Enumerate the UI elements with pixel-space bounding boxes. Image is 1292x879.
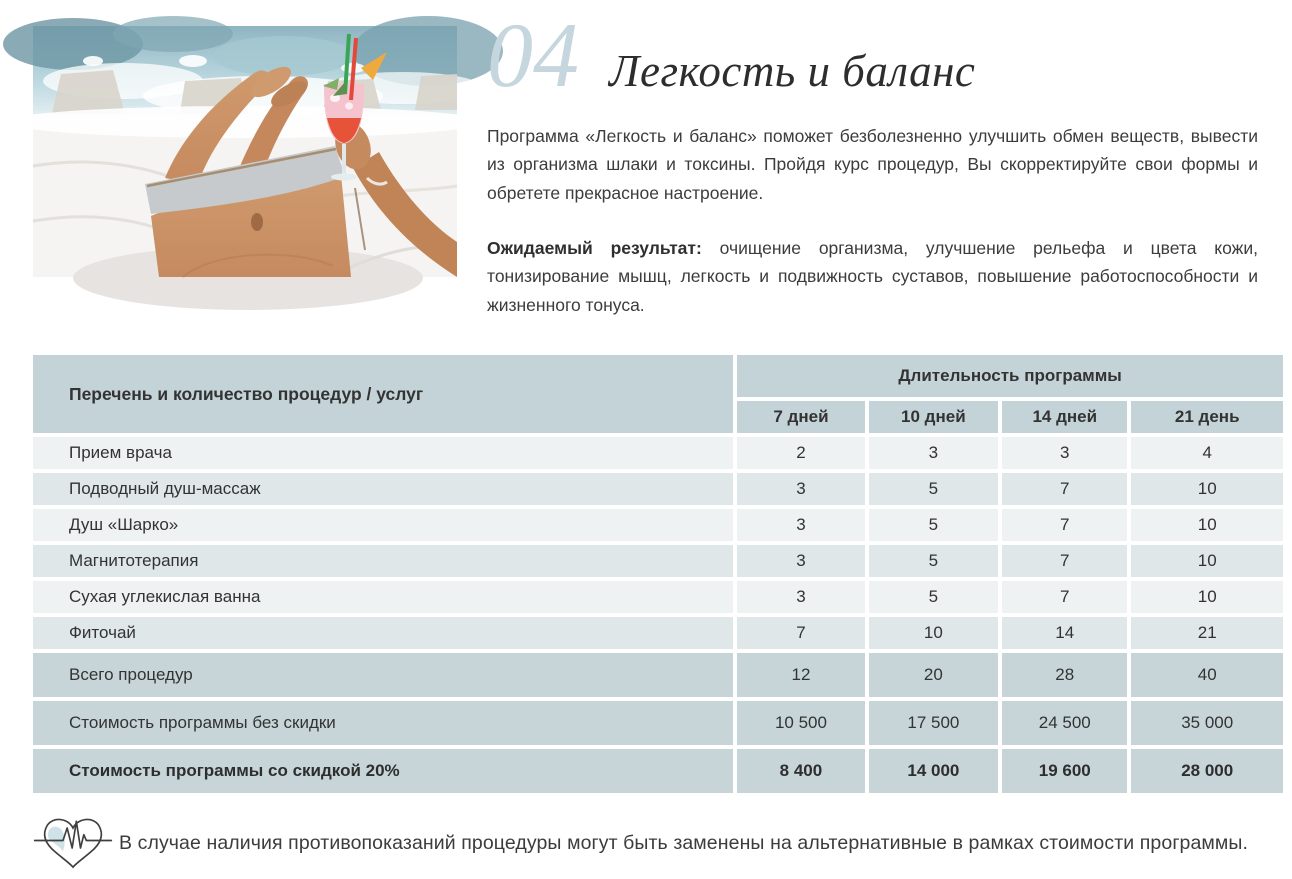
- hero-photo: [33, 26, 457, 277]
- service-value: 20: [869, 653, 998, 697]
- duration-col-header: 10 дней: [869, 401, 998, 433]
- table-row: [33, 617, 1283, 649]
- service-value: 17 500: [869, 701, 998, 745]
- top-section: [33, 4, 1292, 319]
- duration-col-header: 7 дней: [737, 401, 864, 433]
- service-value: 10: [1131, 581, 1283, 613]
- expected-result-paragraph: [487, 234, 1258, 319]
- service-label: Подводный душ-массаж: [33, 473, 733, 505]
- table-row: [33, 509, 1283, 541]
- service-value: 19 600: [1002, 749, 1127, 793]
- service-value: 14: [1002, 617, 1127, 649]
- service-value: 10: [1131, 545, 1283, 577]
- service-value: 3: [869, 437, 998, 469]
- service-value: 28: [1002, 653, 1127, 697]
- service-value: 12: [737, 653, 864, 697]
- heart-pulse-icon: [33, 807, 113, 879]
- service-value: 3: [1002, 437, 1127, 469]
- title-row: [487, 4, 1258, 106]
- service-value: 5: [869, 545, 998, 577]
- expected-result-text: очищение организма, улучшение рельефа и цвета кожи, тонизирование мышц, легкость и подвижность суставов, повышение работоспособности и жизненного тонуса.: [487, 238, 1259, 315]
- page-title: Легкость и баланс: [609, 46, 976, 96]
- table-row: [33, 473, 1283, 505]
- service-label: Всего процедур: [33, 653, 733, 697]
- service-label: Стоимость программы без скидки: [33, 701, 733, 745]
- service-value: 7: [1002, 545, 1127, 577]
- beach-photo-illustration: [33, 26, 457, 277]
- service-value: 28 000: [1131, 749, 1283, 793]
- duration-col-header: 14 дней: [1002, 401, 1127, 433]
- service-value: 10: [1131, 509, 1283, 541]
- service-value: 2: [737, 437, 864, 469]
- price-table-body: [33, 437, 1283, 793]
- service-value: 7: [1002, 581, 1127, 613]
- group-header-row: [33, 355, 1283, 397]
- duration-group-header: Длительность программы: [737, 355, 1283, 397]
- intro-section: [457, 4, 1292, 319]
- table-row: [33, 749, 1283, 793]
- service-value: 3: [737, 581, 864, 613]
- service-label: Фиточай: [33, 617, 733, 649]
- service-label: Стоимость программы со скидкой 20%: [33, 749, 733, 793]
- expected-result-label: Ожидаемый результат:: [487, 238, 702, 259]
- service-value: 14 000: [869, 749, 998, 793]
- section-number: 04: [487, 4, 579, 106]
- duration-col-header: 21 день: [1131, 401, 1283, 433]
- table-row: [33, 653, 1283, 697]
- service-value: 40: [1131, 653, 1283, 697]
- service-value: 3: [737, 473, 864, 505]
- table-row: [33, 545, 1283, 577]
- footnote-text: В случае наличия противопоказаний процедуры могут быть заменены на альтернативные в рамках стоимости программы.: [119, 831, 1249, 854]
- service-value: 7: [1002, 473, 1127, 505]
- service-value: 10 500: [737, 701, 864, 745]
- service-value: 5: [869, 509, 998, 541]
- service-value: 8 400: [737, 749, 864, 793]
- service-value: 7: [1002, 509, 1127, 541]
- service-value: 4: [1131, 437, 1283, 469]
- table-row: [33, 581, 1283, 613]
- table-row: [33, 701, 1283, 745]
- service-label: Прием врача: [33, 437, 733, 469]
- intro-paragraph: Программа «Легкость и баланс» поможет безболезненно улучшить обмен веществ, вывести из организма шлаки и токсины. Пройдя курс процедур, Вы скорректируйте свои формы и обретете прекрасное настроение.: [487, 126, 1258, 203]
- service-value: 24 500: [1002, 701, 1127, 745]
- service-value: 3: [737, 509, 864, 541]
- service-label: Сухая углекислая ванна: [33, 581, 733, 613]
- table-row: [33, 437, 1283, 469]
- price-table: [29, 351, 1287, 797]
- service-value: 10: [1131, 473, 1283, 505]
- service-value: 35 000: [1131, 701, 1283, 745]
- services-column-header: Перечень и количество процедур / услуг: [33, 355, 733, 433]
- service-label: Душ «Шарко»: [33, 509, 733, 541]
- service-value: 5: [869, 581, 998, 613]
- service-value: 10: [869, 617, 998, 649]
- service-label: Магнитотерапия: [33, 545, 733, 577]
- service-value: 7: [737, 617, 864, 649]
- service-value: 5: [869, 473, 998, 505]
- footnote: [33, 807, 1292, 879]
- service-value: 3: [737, 545, 864, 577]
- service-value: 21: [1131, 617, 1283, 649]
